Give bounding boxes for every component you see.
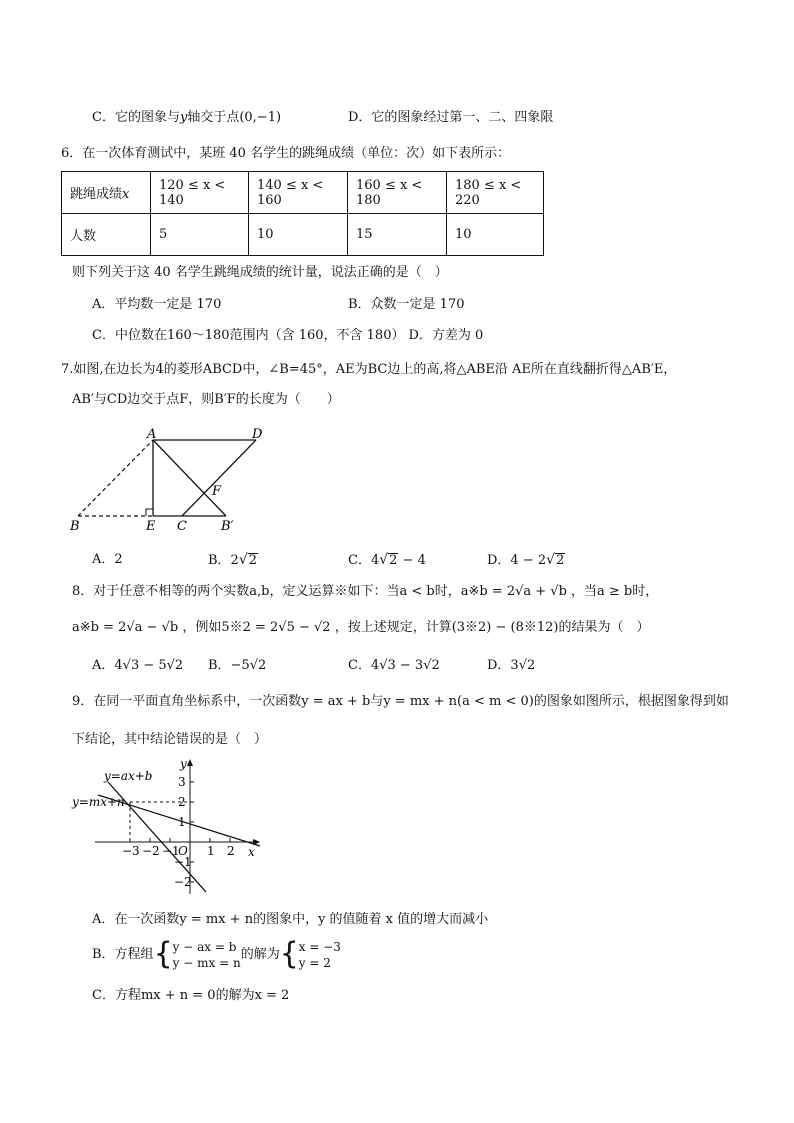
table-cell: 140 ≤ x < 160 [249,172,348,214]
x-tick-label: −3 [122,844,140,858]
y-tick-label: 2 [178,795,186,809]
label-b-prime: B′ [221,519,234,534]
y-axis-label: y [180,757,187,771]
q8-option-d: D．3√2 [487,658,536,673]
linear-functions-graph [70,756,270,898]
q6-question: 则下列关于这 40 名学生跳绳成绩的统计量，说法正确的是（ ） [72,265,448,280]
label-c: C [177,519,187,534]
q5-option-c: C．它的图象与y轴交于点(0,−1) [92,110,282,125]
table-cell: 5 [151,214,249,256]
table-cell: 180 ≤ x < 220 [447,172,544,214]
q6-option-b: B．众数一定是 170 [348,297,465,312]
q9-option-b: B．方程组{y − ax = b y − mx = n的解为{x = −3 y = 2 [92,936,341,972]
table-cell: 10 [249,214,348,256]
label-d: D [252,427,263,442]
x-axis-label: x [248,845,255,859]
y-tick-label: 3 [178,775,186,789]
origin-label: O [178,844,188,858]
q6-option-c: C．中位数在160～180范围内（含 160，不含 180） D．方差为 0 [92,328,484,343]
table-cell: 160 ≤ x < 180 [348,172,447,214]
q7-option-c: C．4√2 − 4 [348,552,426,568]
q8-option-c: C．4√3 − 3√2 [348,658,440,673]
table-row [62,214,544,256]
q9-stem-line1: 9．在同一平面直角坐标系中，一次函数y = ax + b与y = mx + n(a < m < 0)的图象如图所示，根据图象得到如 [72,694,729,709]
x-tick-label: −1 [162,844,180,858]
table-row [62,172,544,214]
q7-stem-line2: AB′与CD边交于点F，则B′F的长度为（ ） [72,392,340,407]
q8-stem-line2: a※b = 2√a − √b ，例如5※2 = 2√5 − √2 ，按上述规定，计算(3※2) − (8※12)的结果为（ ） [72,620,650,635]
x-tick-label: 1 [207,844,215,858]
table-header-cell: 跳绳成绩x [62,172,151,214]
y-tick-label: −2 [174,875,192,889]
x-tick-label: 2 [227,844,235,858]
label-a: A [147,427,157,442]
q8-option-a: A．4√3 − 5√2 [92,658,184,673]
y-tick-label: −1 [174,855,192,869]
q6-stem: 6．在一次体育测试中，某班 40 名学生的跳绳成绩（单位：次）如下表所示： [61,146,511,161]
label-e: E [146,519,156,534]
q7-option-b: B．2√2 [208,552,258,568]
table-cell: 10 [447,214,544,256]
table-cell: 120 ≤ x < 140 [151,172,249,214]
label-b: B [70,519,80,534]
score-table [61,171,544,256]
rhombus-figure [66,420,276,535]
label-line-mx-n: y=mx+n [72,795,125,809]
y-tick-label: 1 [178,815,186,829]
q8-stem-line1: 8．对于任意不相等的两个实数a,b，定义运算※如下：当a < b时，a※b = 2√a + √b ，当a ≥ b时， [72,584,659,599]
q7-option-d: D．4 − 2√2 [487,552,565,568]
q9-stem-line2: 下结论，其中结论错误的是（ ） [72,732,268,747]
q9-option-c: C．方程mx + n = 0的解为x = 2 [92,988,290,1003]
q5-option-d: D．它的图象经过第一、二、四象限 [348,110,554,125]
table-header-cell: 人数 [62,214,151,256]
q8-option-b: B．−5√2 [208,658,267,673]
q7-option-a: A．2 [92,552,123,567]
x-tick-label: −2 [142,844,160,858]
q6-option-a: A．平均数一定是 170 [92,297,222,312]
q9-option-a: A．在一次函数y = mx + n的图象中，y 的值随着 x 值的增大而减小 [92,912,489,927]
table-cell: 15 [348,214,447,256]
label-line-ax-b: y=ax+b [104,769,153,783]
q7-stem-line1: 7.如图,在边长为4的菱形ABCD中，∠B=45°，AE为BC边上的高,将△ABE沿 AE所在直线翻折得△AB′E， [61,362,677,377]
label-f: F [212,484,222,499]
